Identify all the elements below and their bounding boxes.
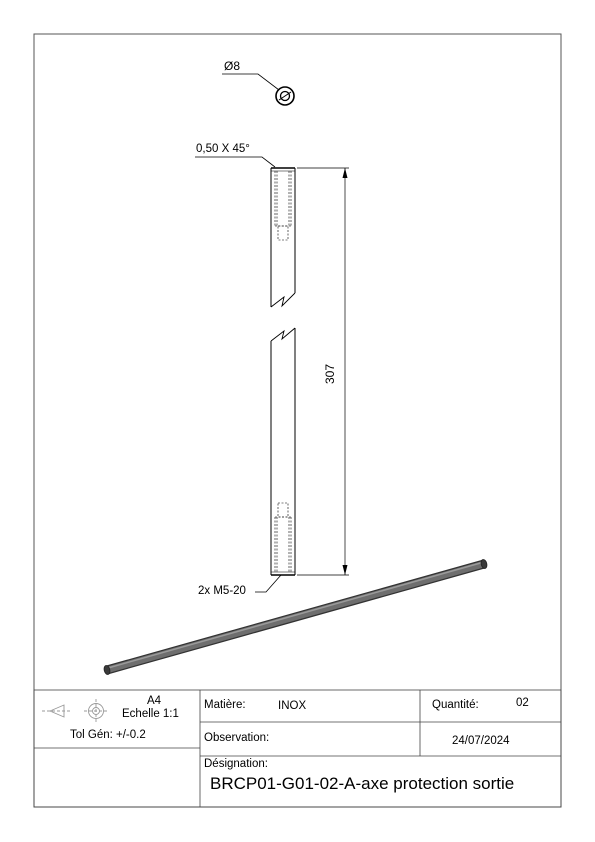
material-value: INOX bbox=[278, 700, 307, 712]
length-label: 307 bbox=[323, 363, 337, 384]
paper-format: A4 bbox=[147, 695, 162, 707]
quantity-label: Quantité: bbox=[432, 699, 479, 711]
quantity-value: 02 bbox=[516, 697, 529, 709]
material-label: Matière: bbox=[204, 699, 246, 711]
isometric-rod bbox=[103, 559, 488, 675]
observation-label: Observation: bbox=[204, 732, 270, 744]
sheet-border bbox=[34, 34, 561, 807]
date-value: 24/07/2024 bbox=[452, 735, 510, 747]
diameter-label: Ø8 bbox=[224, 59, 241, 73]
designation-label: Désignation: bbox=[204, 758, 268, 770]
designation-value: BRCP01-G01-02-A-axe protection sortie bbox=[210, 774, 515, 793]
chamfer-leader bbox=[195, 157, 275, 167]
thread-leader bbox=[255, 575, 281, 592]
chamfer-label: 0,50 X 45° bbox=[196, 143, 250, 155]
end-view bbox=[222, 74, 294, 105]
first-angle-projection-icon bbox=[42, 699, 108, 723]
shaft-side-view bbox=[271, 168, 295, 575]
scale-label: Echelle 1:1 bbox=[122, 708, 179, 720]
tolerance-label: Tol Gén: +/-0.2 bbox=[70, 729, 146, 741]
thread-label: 2x M5-20 bbox=[198, 585, 246, 597]
